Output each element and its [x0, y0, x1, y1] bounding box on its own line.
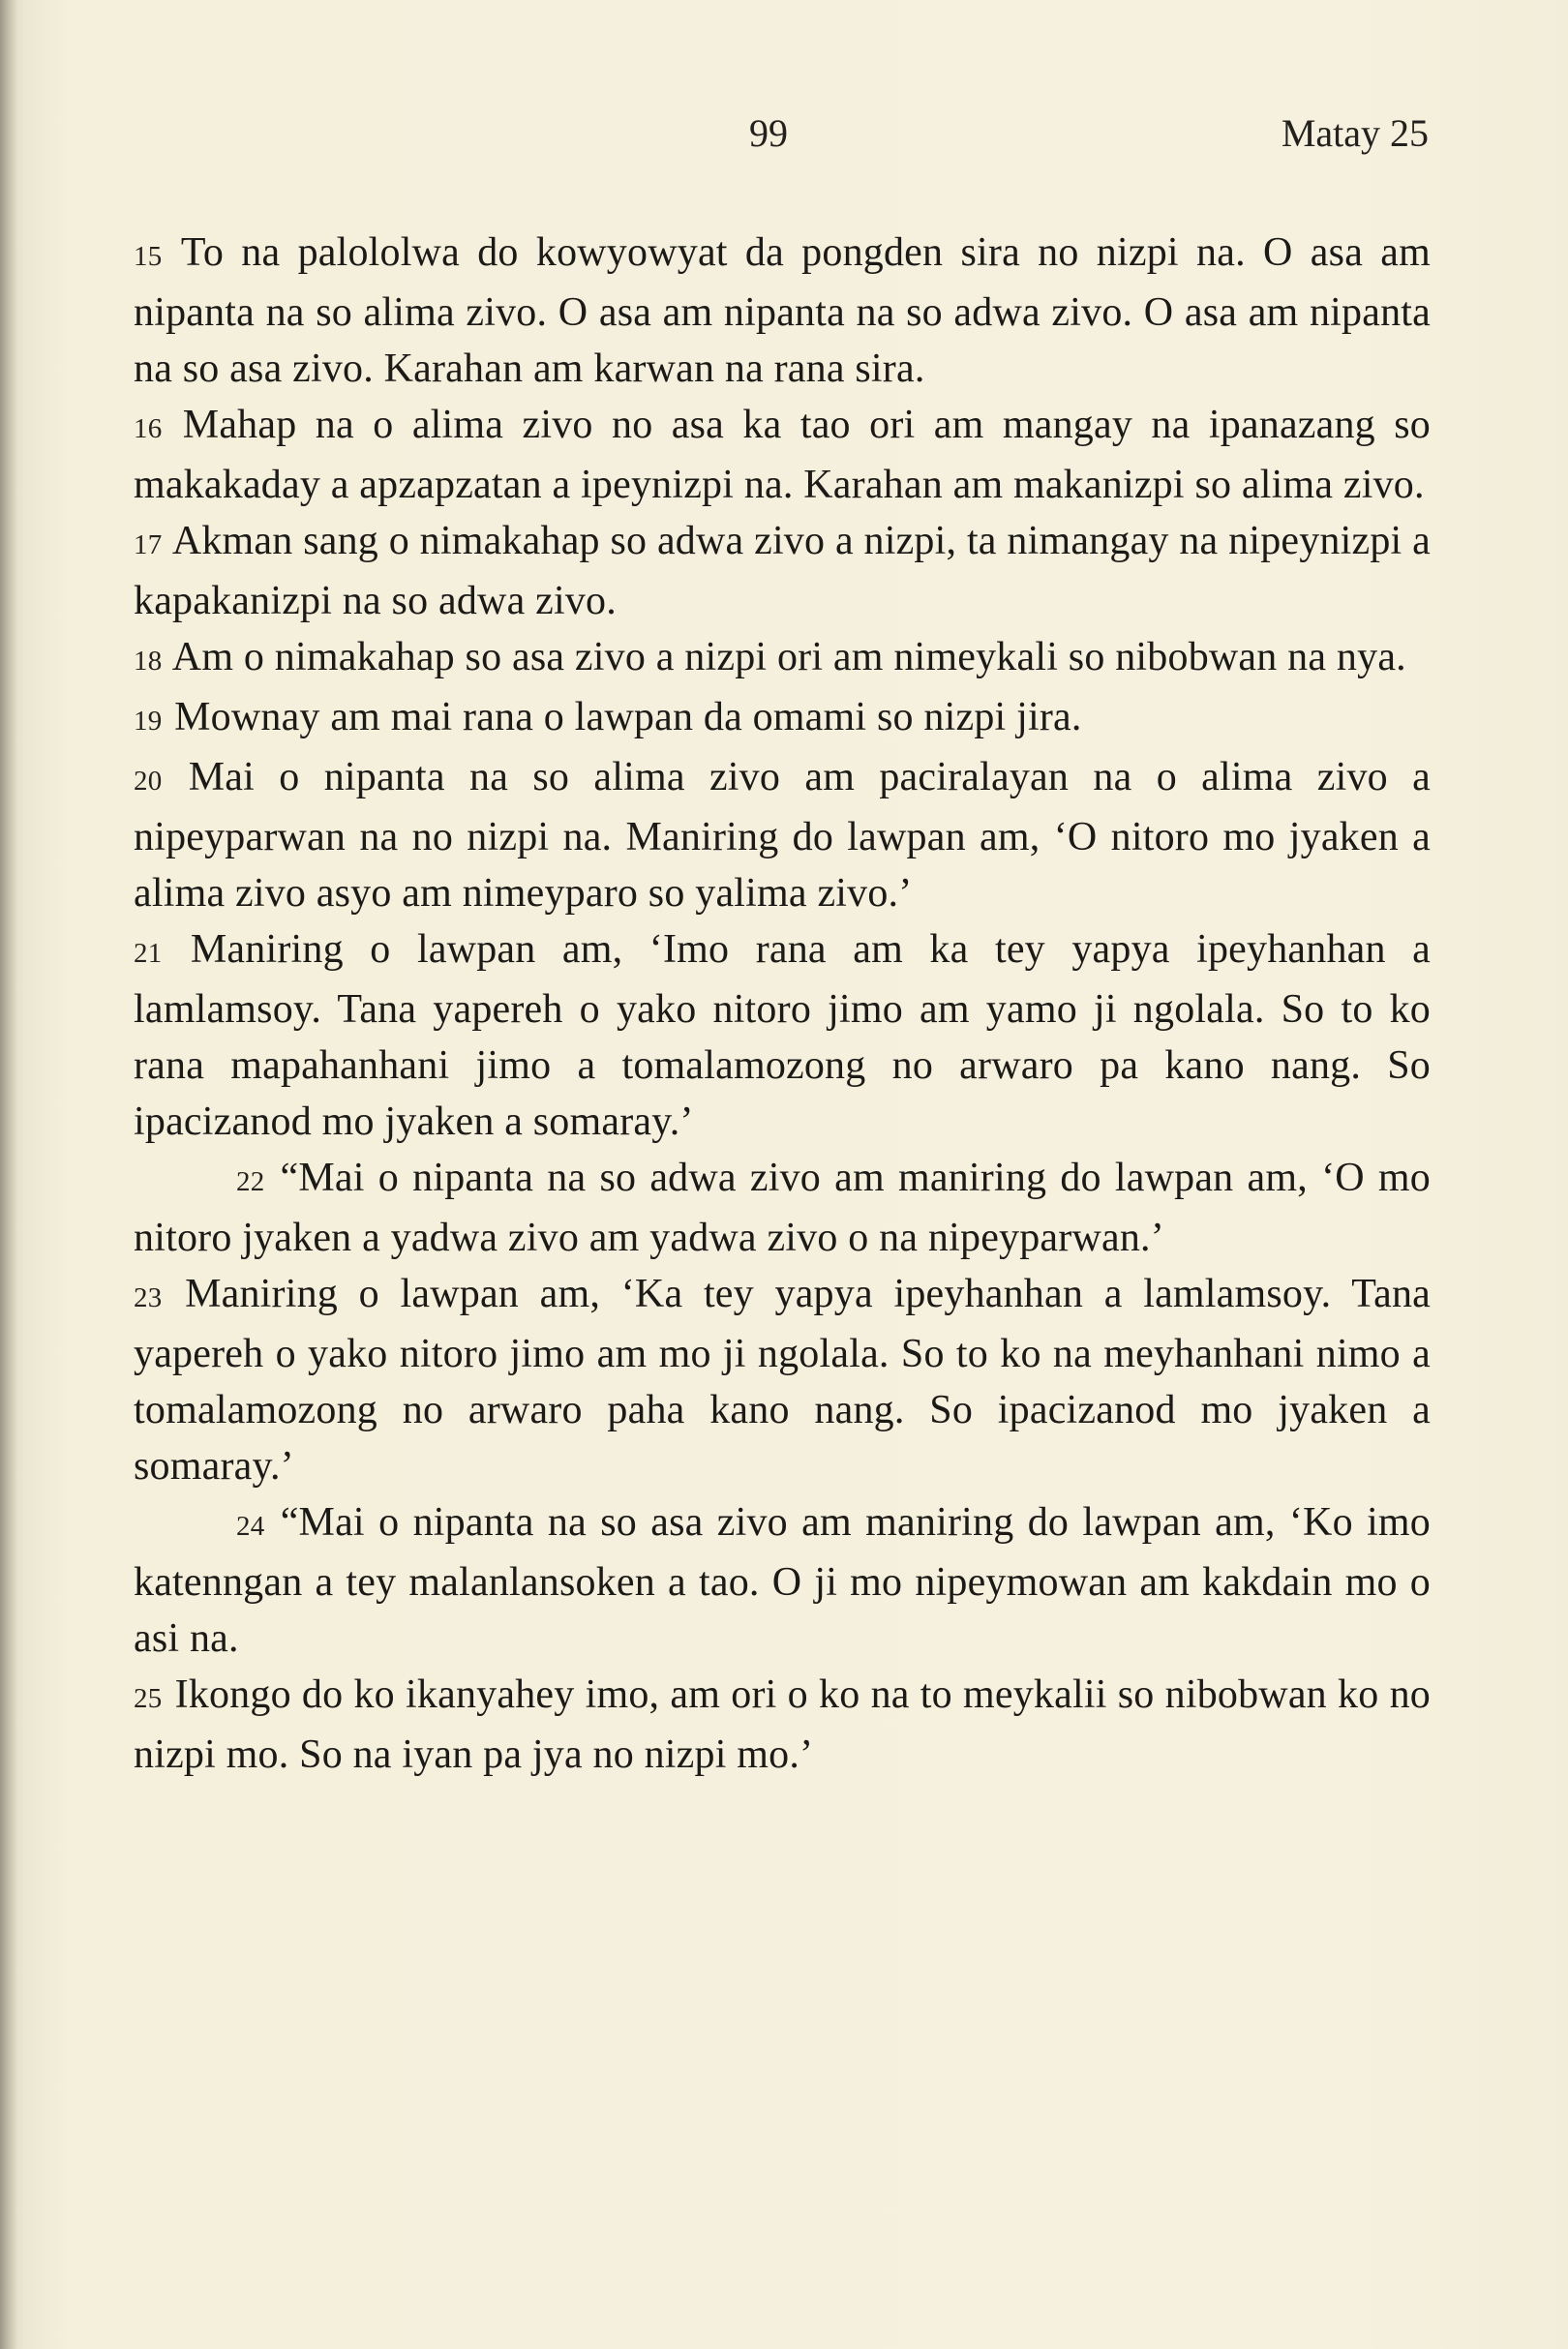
verse-16 [134, 397, 1431, 513]
chapter-reference: Matay 25 [1281, 111, 1429, 155]
verse-number: 23 [134, 1282, 163, 1313]
verse-text: Mahap na o alima zivo no asa ka tao ori am mangay na ipanazang so makakaday a apzapzatan a ipeynizpi na. Karahan am makanizpi so alima zivo. [134, 403, 1431, 507]
verse-23 [134, 1266, 1431, 1494]
verse-number: 24 [236, 1511, 265, 1542]
verse-number: 17 [134, 529, 163, 560]
verse-text: “Mai o nipanta na so adwa zivo am maniring do lawpan am, ‘O mo nitoro jyaken a yadwa zivo am yadwa zivo o na nipeyparwan.’ [134, 1156, 1431, 1260]
verse-19 [134, 689, 1431, 749]
verse-number: 19 [134, 706, 163, 737]
verse-21 [134, 921, 1431, 1150]
verse-text: Maniring o lawpan am, ‘Ka tey yapya ipeyhanhan a lamlamsoy. Tana yapereh o yako nitoro jimo am mo ji ngolala. So to ko na meyhanhani nimo a tomalamozong no arwaro paha kano nang. So ipacizanod mo jyaken a somaray.’ [134, 1272, 1431, 1489]
verse-text: “Mai o nipanta na so asa zivo am maniring do lawpan am, ‘Ko imo katenngan a tey malanlansoken a tao. O ji mo nipeymowan am kakdain mo o asi na. [134, 1500, 1432, 1661]
verse-text: Maniring o lawpan am, ‘Imo rana am ka tey yapya ipeyhanhan a lamlamsoy. Tana yapereh o yako nitoro jimo am yamo ji ngolala. So to ko rana mapahanhani jimo a tomalamozong no arwaro pa kano nang. So ipacizanod mo jyaken a somaray.’ [134, 927, 1431, 1144]
verse-text: Mownay am mai rana o lawpan da omami so nizpi jira. [174, 695, 1082, 739]
verse-text: Akman sang o nimakahap so adwa zivo a nizpi, ta nimangay na nipeynizpi a kapakanizpi na so adwa zivo. [134, 519, 1431, 623]
verse-number: 16 [134, 413, 163, 444]
verse-22 [134, 1150, 1431, 1266]
page-number: 99 [749, 111, 788, 155]
verse-text: Ikongo do ko ikanyahey imo, am ori o ko na to meykalii so nibobwan ko no nizpi mo. So na iyan pa jya no nizpi mo.’ [134, 1672, 1432, 1777]
verse-text: To na palololwa do kowyowyat da pongden sira no nizpi na. O asa am nipanta na so alima zivo. O asa am nipanta na so adwa zivo. O asa am nipanta na so asa zivo. Karahan am karwan na rana sira. [134, 230, 1431, 391]
verse-number: 18 [134, 646, 163, 677]
running-head [0, 105, 1568, 163]
verse-number: 22 [236, 1166, 265, 1197]
verse-text: Am o nimakahap so asa zivo a nizpi ori am nimeykali so nibobwan na nya. [171, 635, 1406, 679]
spine-shadow [0, 0, 17, 2349]
verse-number: 25 [134, 1683, 163, 1714]
scripture-text [134, 225, 1431, 1783]
verse-20 [134, 749, 1431, 921]
verse-number: 15 [134, 241, 163, 272]
verse-25 [134, 1667, 1431, 1783]
verse-text: Mai o nipanta na so alima zivo am paciralayan na o alima zivo a nipeyparwan na no nizpi na. Maniring do lawpan am, ‘O nitoro mo jyaken a alima zivo asyo am nimeyparo so yalima zivo.’ [134, 755, 1431, 916]
verse-number: 20 [134, 766, 163, 797]
verse-17 [134, 513, 1431, 629]
verse-15 [134, 225, 1431, 397]
verse-18 [134, 629, 1431, 689]
verse-24 [134, 1494, 1431, 1667]
verse-number: 21 [134, 938, 163, 969]
